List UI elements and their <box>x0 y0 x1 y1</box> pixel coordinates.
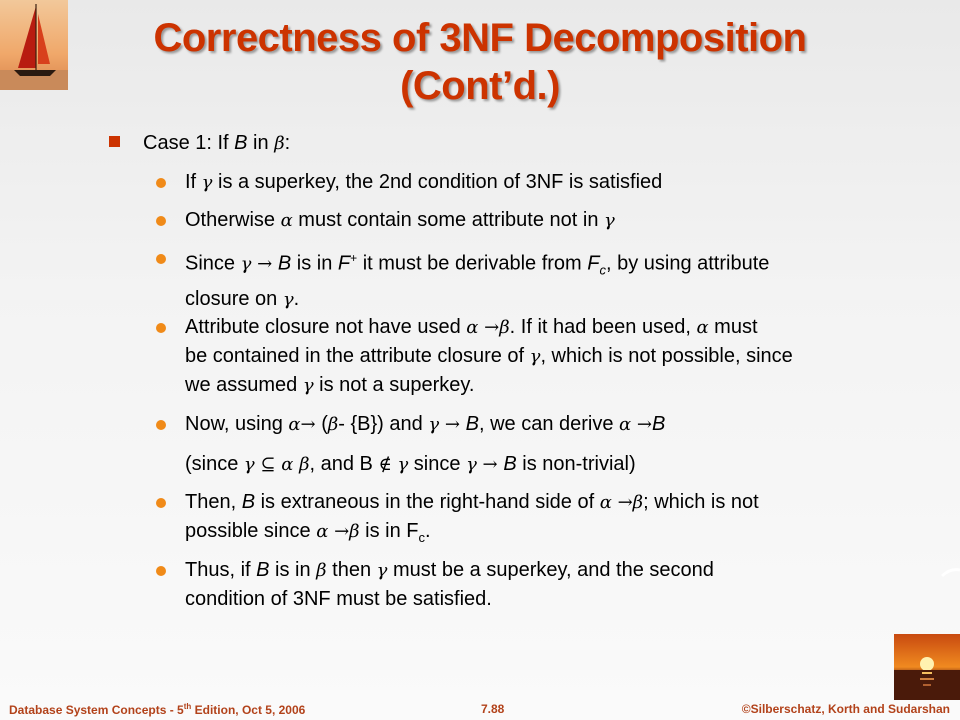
bullet-dot-icon <box>156 178 166 188</box>
bullet-dot-icon <box>156 254 166 264</box>
bullet-extraneous: Then, B is extraneous in the right-hand side of α →β; which is not possible since α →β is in $F_c$. <box>185 491 759 545</box>
footer-left: Database System Concepts - 5th Edition, Oct 5, 2006 <box>9 702 306 717</box>
bullet-since: Since γ → B is in F+ it must be derivable from $F_c$, by using attribute closure on γ. <box>185 251 770 310</box>
decorative-swoosh-icon <box>940 566 960 580</box>
bullet-thus: Thus, if B is in β then γ must be a superkey, and the second condition of 3NF must be satisfied. <box>185 559 714 610</box>
bullet-dot-icon <box>156 566 166 576</box>
footer <box>0 702 960 720</box>
title-line-2: (Cont’d.) <box>400 64 560 108</box>
footer-page-number: 7.88 <box>481 702 505 716</box>
sunset-logo <box>894 634 960 700</box>
bullet-dot-icon <box>156 498 166 508</box>
bullet-dot-icon <box>156 420 166 430</box>
footer-copyright: ©Silberschatz, Korth and Sudarshan <box>741 702 950 716</box>
bullet-now-using: Now, using α→ (β- {B}) and γ → B, we can derive α →B <box>185 413 666 435</box>
bullet-dot-icon <box>156 216 166 226</box>
bullet-attribute-closure: Attribute closure not have used α →β. If it had been used, α must be contained in the attribute closure of γ, which is not possible, since we assumed γ is not a superkey. <box>185 316 793 396</box>
title-line-1: Correctness of 3NF Decomposition <box>153 16 807 60</box>
square-bullet-icon <box>109 136 120 147</box>
sailboat-logo <box>0 0 68 90</box>
bullet-otherwise: Otherwise α must contain some attribute not in γ <box>185 209 615 231</box>
bullet-superkey: If γ is a superkey, the 2nd condition of 3NF is satisfied <box>185 171 663 193</box>
case-1-heading: Case 1: If B in β: <box>143 132 291 154</box>
bullet-dot-icon <box>156 323 166 333</box>
bullet-now-using-detail: (since γ ⊆ α β, and B ∉ γ since γ → B is non-trivial) <box>185 453 636 475</box>
page-title <box>70 14 890 110</box>
